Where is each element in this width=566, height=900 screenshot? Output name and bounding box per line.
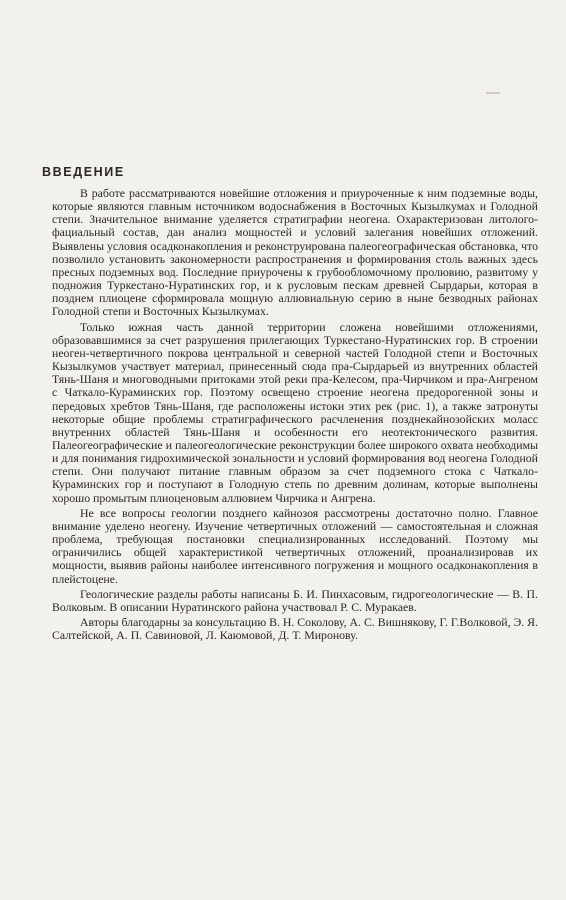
paragraph-authorship: Геологические разделы работы написаны Б. И. Пинхасовым, гидрогеологические — В. П. Волковым. В описании Нуратинского района участвовал Р. С. Муракаев.: [52, 586, 538, 614]
section-heading: ВВЕДЕНИЕ: [42, 165, 125, 179]
paragraph-scope: Не все вопросы геологии позднего кайнозоя рассмотрены достаточно полно. Главное внимание уделено неогену. Изучение четвертичных отложений — самостоятельная и сложная проблема, требующая постановки специализированных исследований. Поэтому мы ограничились общей характеристикой четвертичных отложений, проанализировав их мощности, выявив районы наиболее интенсивного погружения и мощного осадконакопления в плейстоцене.: [52, 505, 538, 586]
body-text: [52, 187, 538, 644]
paragraph-acknowledgements: Авторы благодарны за консультацию В. Н. Соколову, А. С. Вишнякову, Г. Г.Волковой, Э. Я. Салтейской, А. П. Савиновой, Л. Каюмовой, Д. Т. Миронову.: [52, 615, 538, 643]
paragraph-intro: В работе рассматриваются новейшие отложения и приуроченные к ним подземные воды, которые являются главным источником водоснабжения в Восточных Кызылкумах и Голодной степи. Значительное внимание уделяется стратиграфии неогена. Охарактеризован литолого-фациальный состав, дан анализ мощностей и условий залегания новейших отложений. Выявлены условия осадконакопления и реконструирована палеогеографическая обстановка, что позволило установить закономерности распространения и формирования столь важных здесь пресных подземных вод. Последние приурочены к грубообломочному пролювию, развитому у подножия Туркестано-Нуратинских гор, и к русловым пескам древней Сырдарьи, которая в позднем плиоцене сформировала мощную аллювиальную серию в ныне безводных районах Голодной степи и Восточных Кызылкумах.: [52, 186, 538, 319]
scan-mark: [486, 92, 500, 94]
paragraph-territory: Только южная часть данной территории сложена новейшими отложениями, образовавшимися за счет разрушения прилегающих Туркестано-Нуратинских гор. В строении неоген-четвертичного покрова центральной и северной частей Голодной степи и Восточных Кызылкумов участвует материал, принесенный сюда пра-Сырдарьей из внутренних областей Тянь-Шаня и многоводными притоками этой реки пра-Келесом, пра-Чирчиком и пра-Ангреном с Чаткало-Кураминских гор. Поэтому освещено строение неогена предорогенной зоны и передовых хребтов Тянь-Шаня, где расположены истоки этих рек (рис. 1), а также затронуты некоторые общие проблемы стратиграфического расчленения позднекайнозойских моласс внутренних областей Тянь-Шаня и особенности его неотектонического развития. Палеогеографические и палеогеологические реконструкции более широкого охвата необходимы и для понимания гидрохимической зональности и условий формирования вод неогена Голодной степи. Они получают питание главным образом за счет подземного стока с Чаткало-Кураминских гор и поступают в Голодную степь по древним долинам, которые выполнены хорошо промытым плиоценовым аллювием Чирчика и Ангрена.: [52, 319, 538, 505]
